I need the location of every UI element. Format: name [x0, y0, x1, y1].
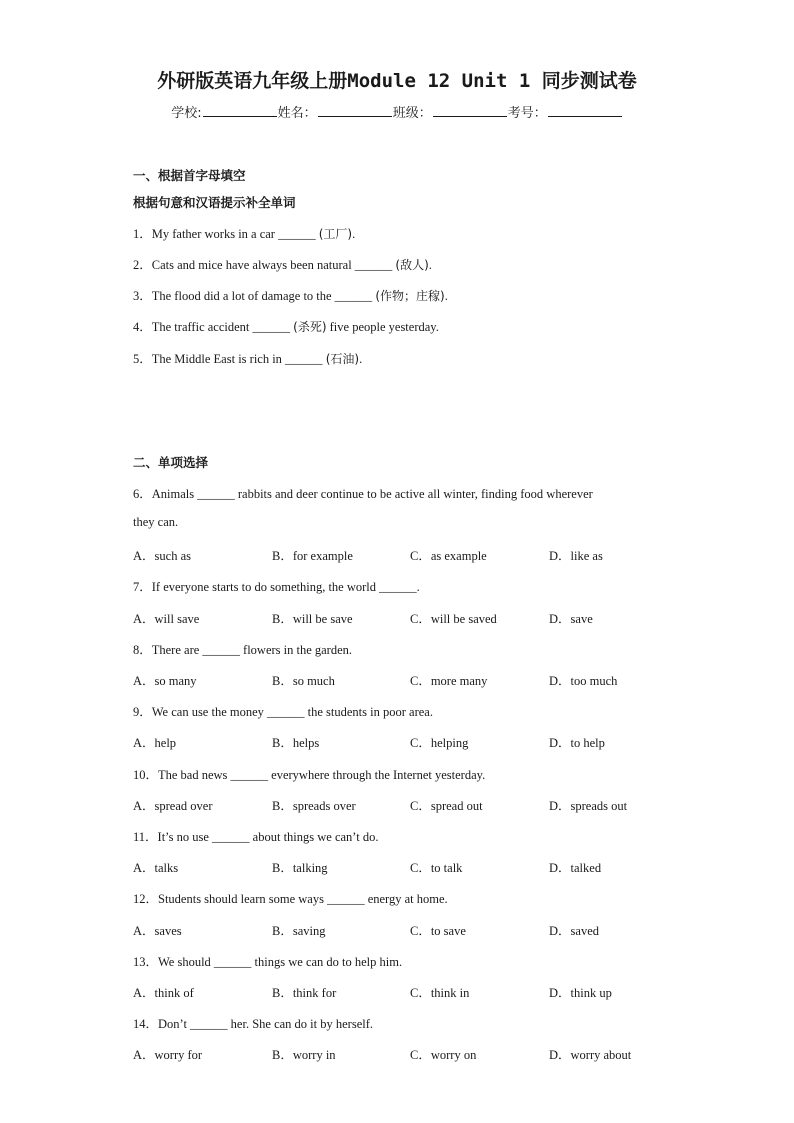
- option-a[interactable]: A．help: [133, 736, 177, 750]
- fill-item-2: 2．Cats and mice have always been natural ______ (敌人).: [133, 258, 432, 272]
- name-blank[interactable]: [318, 104, 392, 117]
- question-10: 10．The bad news ______ everywhere through the Internet yesterday.: [133, 768, 486, 782]
- option-c[interactable]: C．will be saved: [410, 612, 497, 626]
- option-c[interactable]: C．worry on: [410, 1048, 477, 1062]
- option-c[interactable]: C．think in: [410, 986, 470, 1000]
- option-b[interactable]: B．will be save: [272, 612, 353, 626]
- question-6-options: [133, 546, 693, 562]
- option-d[interactable]: D．spreads out: [549, 799, 628, 813]
- question-12: 12．Students should learn some ways ______ energy at home.: [133, 892, 448, 906]
- section1-heading: 一、根据首字母填空: [133, 168, 246, 183]
- option-b[interactable]: B．for example: [272, 549, 353, 563]
- option-c[interactable]: C．as example: [410, 549, 487, 563]
- option-b[interactable]: B．talking: [272, 861, 328, 875]
- section2-heading: 二、单项选择: [133, 455, 209, 470]
- option-b[interactable]: B．spreads over: [272, 799, 356, 813]
- school-blank[interactable]: [203, 104, 277, 117]
- option-d[interactable]: D．save: [549, 612, 593, 626]
- student-info-row: [0, 102, 794, 121]
- question-11-options: [133, 858, 693, 874]
- class-blank[interactable]: [433, 104, 507, 117]
- question-9: 9．We can use the money ______ the students in poor area.: [133, 705, 433, 719]
- question-8: 8．There are ______ flowers in the garden.: [133, 643, 353, 657]
- option-d[interactable]: D．to help: [549, 736, 605, 750]
- option-b[interactable]: B．think for: [272, 986, 337, 1000]
- question-14-options: [133, 1045, 693, 1061]
- option-d[interactable]: D．talked: [549, 861, 602, 875]
- option-d[interactable]: D．think up: [549, 986, 612, 1000]
- option-d[interactable]: D．too much: [549, 674, 618, 688]
- option-c[interactable]: C．spread out: [410, 799, 483, 813]
- option-b[interactable]: B．helps: [272, 736, 320, 750]
- fill-item-4: 4．The traffic accident ______ (杀死) five people yesterday.: [133, 320, 439, 334]
- name-label: 姓名：: [277, 106, 317, 121]
- fill-item-5: 5．The Middle East is rich in ______ (石油).: [133, 352, 363, 366]
- option-c[interactable]: C．to talk: [410, 861, 463, 875]
- option-a[interactable]: A．saves: [133, 924, 182, 938]
- exam-number-blank[interactable]: [548, 104, 622, 117]
- question-11: 11．It’s no use ______ about things we can’t do.: [133, 830, 379, 844]
- question-9-options: [133, 733, 693, 749]
- option-a[interactable]: A．worry for: [133, 1048, 203, 1062]
- exam-number-label: 考号：: [507, 106, 547, 121]
- option-d[interactable]: D．like as: [549, 549, 603, 563]
- option-b[interactable]: B．saving: [272, 924, 326, 938]
- option-a[interactable]: A．think of: [133, 986, 194, 1000]
- option-a[interactable]: A．talks: [133, 861, 179, 875]
- option-d[interactable]: D．worry about: [549, 1048, 632, 1062]
- option-c[interactable]: C．to save: [410, 924, 466, 938]
- question-12-options: [133, 921, 693, 937]
- question-7-options: [133, 609, 693, 625]
- class-label: 班级：: [392, 106, 432, 121]
- fill-item-1: 1．My father works in a car ______ (工厂).: [133, 227, 356, 241]
- question-13-options: [133, 983, 693, 999]
- question-8-options: [133, 671, 693, 687]
- page-title: 外研版英语九年级上册Module 12 Unit 1 同步测试卷: [157, 70, 637, 92]
- question-13: 13．We should ______ things we can do to help him.: [133, 955, 403, 969]
- fill-item-3: 3．The flood did a lot of damage to the ______ (作物；庄稼).: [133, 289, 448, 303]
- question-6: 6．Animals ______ rabbits and deer continue to be active all winter, finding food wherever: [133, 487, 593, 501]
- option-a[interactable]: A．so many: [133, 674, 197, 688]
- option-d[interactable]: D．saved: [549, 924, 599, 938]
- question-7: 7．If everyone starts to do something, the world ______.: [133, 580, 420, 594]
- option-c[interactable]: C．helping: [410, 736, 469, 750]
- option-c[interactable]: C．more many: [410, 674, 488, 688]
- question-10-options: [133, 796, 693, 812]
- option-a[interactable]: A．such as: [133, 549, 191, 563]
- option-b[interactable]: B．worry in: [272, 1048, 336, 1062]
- school-label: 学校:: [171, 106, 202, 121]
- option-b[interactable]: B．so much: [272, 674, 335, 688]
- question-6-continued: they can.: [133, 515, 179, 529]
- option-a[interactable]: A．will save: [133, 612, 200, 626]
- option-a[interactable]: A．spread over: [133, 799, 213, 813]
- section1-instruction: 根据句意和汉语提示补全单词: [133, 195, 296, 210]
- question-14: 14．Don’t ______ her. She can do it by herself.: [133, 1017, 374, 1031]
